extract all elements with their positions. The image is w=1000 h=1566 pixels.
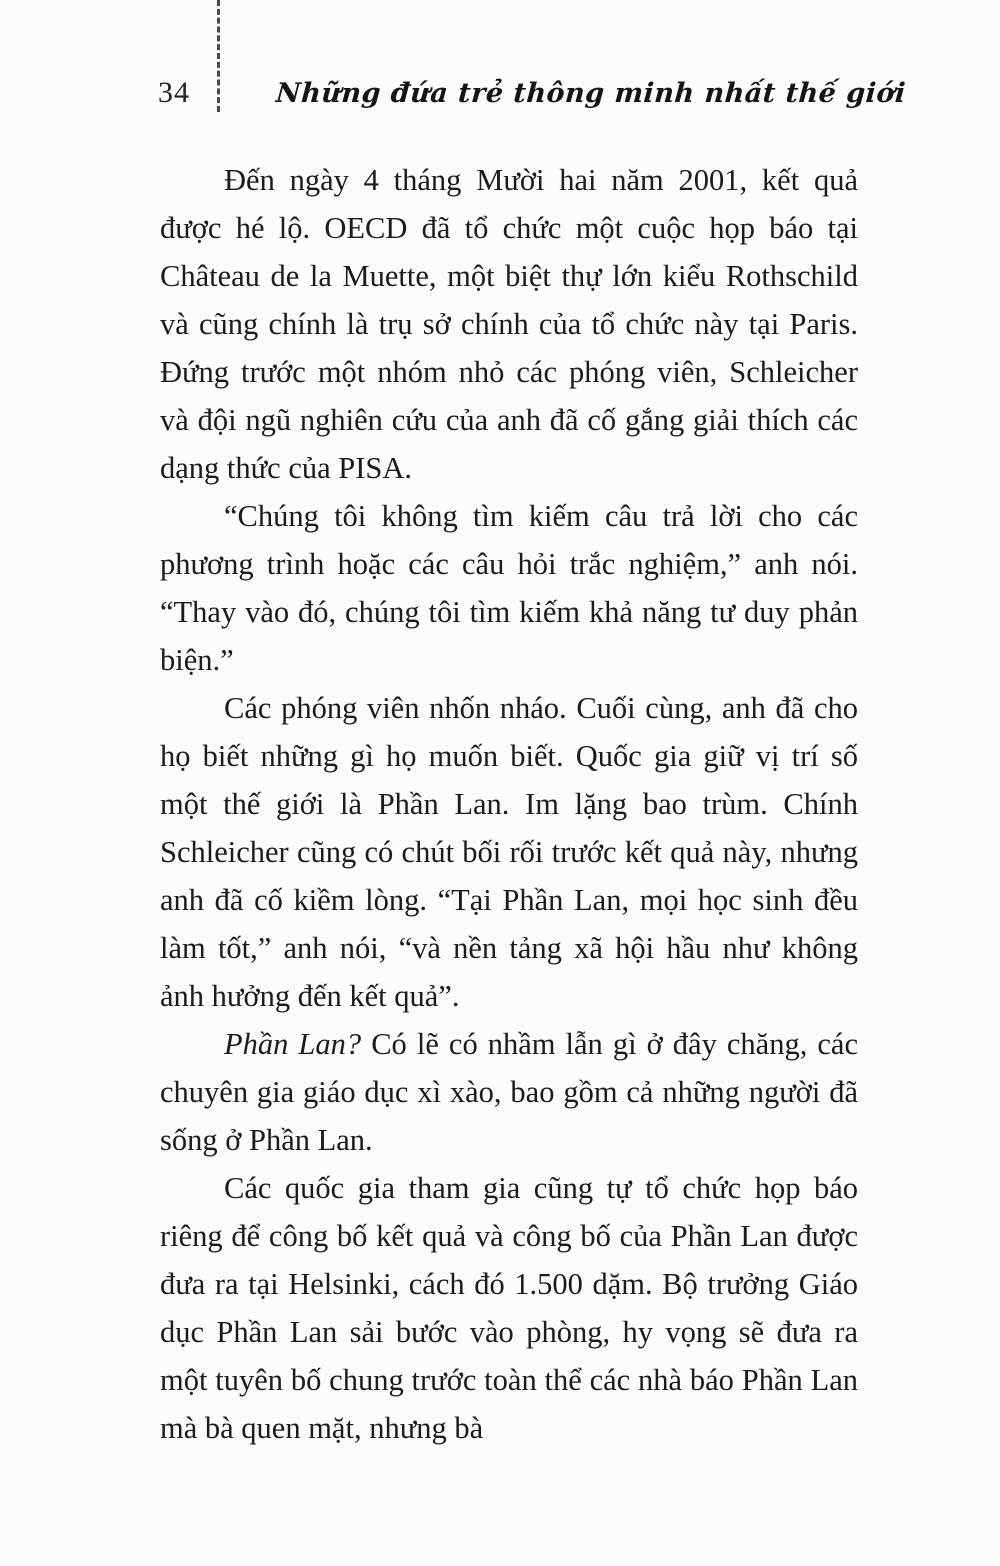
page-number: 34 bbox=[158, 76, 190, 109]
paragraph bbox=[160, 1164, 858, 1452]
text-segment: Các phóng viên nhốn nháo. Cuối cùng, anh đã cho họ biết những gì họ muốn biết. Quốc gia giữ vị trí số một thế giới là Phần Lan. Im lặng bao trùm. Chính Schleicher cũng có chút bối rối trước kết quả này, nhưng anh đã cố kiềm lòng. “Tại Phần Lan, mọi học sinh đều làm tốt,” anh nói, “và nền tảng xã hội hầu như không ảnh hưởng đến kết quả”. bbox=[160, 691, 858, 1013]
text-segment: Có lẽ có nhầm lẫn gì ở đây chăng, các chuyên gia giáo dục xì xào, bao gồm cả những người đã sống ở Phần Lan. bbox=[160, 1027, 859, 1157]
text-segment: Các quốc gia tham gia cũng tự tổ chức họp báo riêng để công bố kết quả và công bố của Phần Lan được đưa ra tại Helsinki, cách đó 1.500 dặm. Bộ trưởng Giáo dục Phần Lan sải bước vào phòng, hy vọng sẽ đưa ra một tuyên bố chung trước toàn thể các nhà báo Phần Lan mà bà quen mặt, nhưng bà bbox=[160, 1171, 858, 1445]
page-header bbox=[158, 76, 907, 110]
page-body bbox=[160, 156, 858, 1452]
paragraph bbox=[160, 156, 858, 492]
paragraph bbox=[160, 684, 858, 1020]
text-segment: Đến ngày 4 tháng Mười hai năm 2001, kết quả được hé lộ. OECD đã tổ chức một cuộc họp báo tại Château de la Muette, một biệt thự lớn kiểu Rothschild và cũng chính là trụ sở chính của tổ chức này tại Paris. Đứng trước một nhóm nhỏ các phóng viên, Schleicher và đội ngũ nghiên cứu của anh đã cố gắng giải thích các dạng thức của PISA. bbox=[160, 163, 858, 485]
paragraph bbox=[160, 1020, 858, 1164]
text-segment: “Chúng tôi không tìm kiếm câu trả lời cho các phương trình hoặc các câu hỏi trắc nghiệm,” anh nói. “Thay vào đó, chúng tôi tìm kiếm khả năng tư duy phản biện.” bbox=[160, 499, 858, 677]
paragraph bbox=[160, 492, 858, 684]
text-segment: Phần Lan? bbox=[224, 1027, 362, 1061]
running-head-title: Những đứa trẻ thông minh nhất thế giới bbox=[274, 78, 907, 109]
